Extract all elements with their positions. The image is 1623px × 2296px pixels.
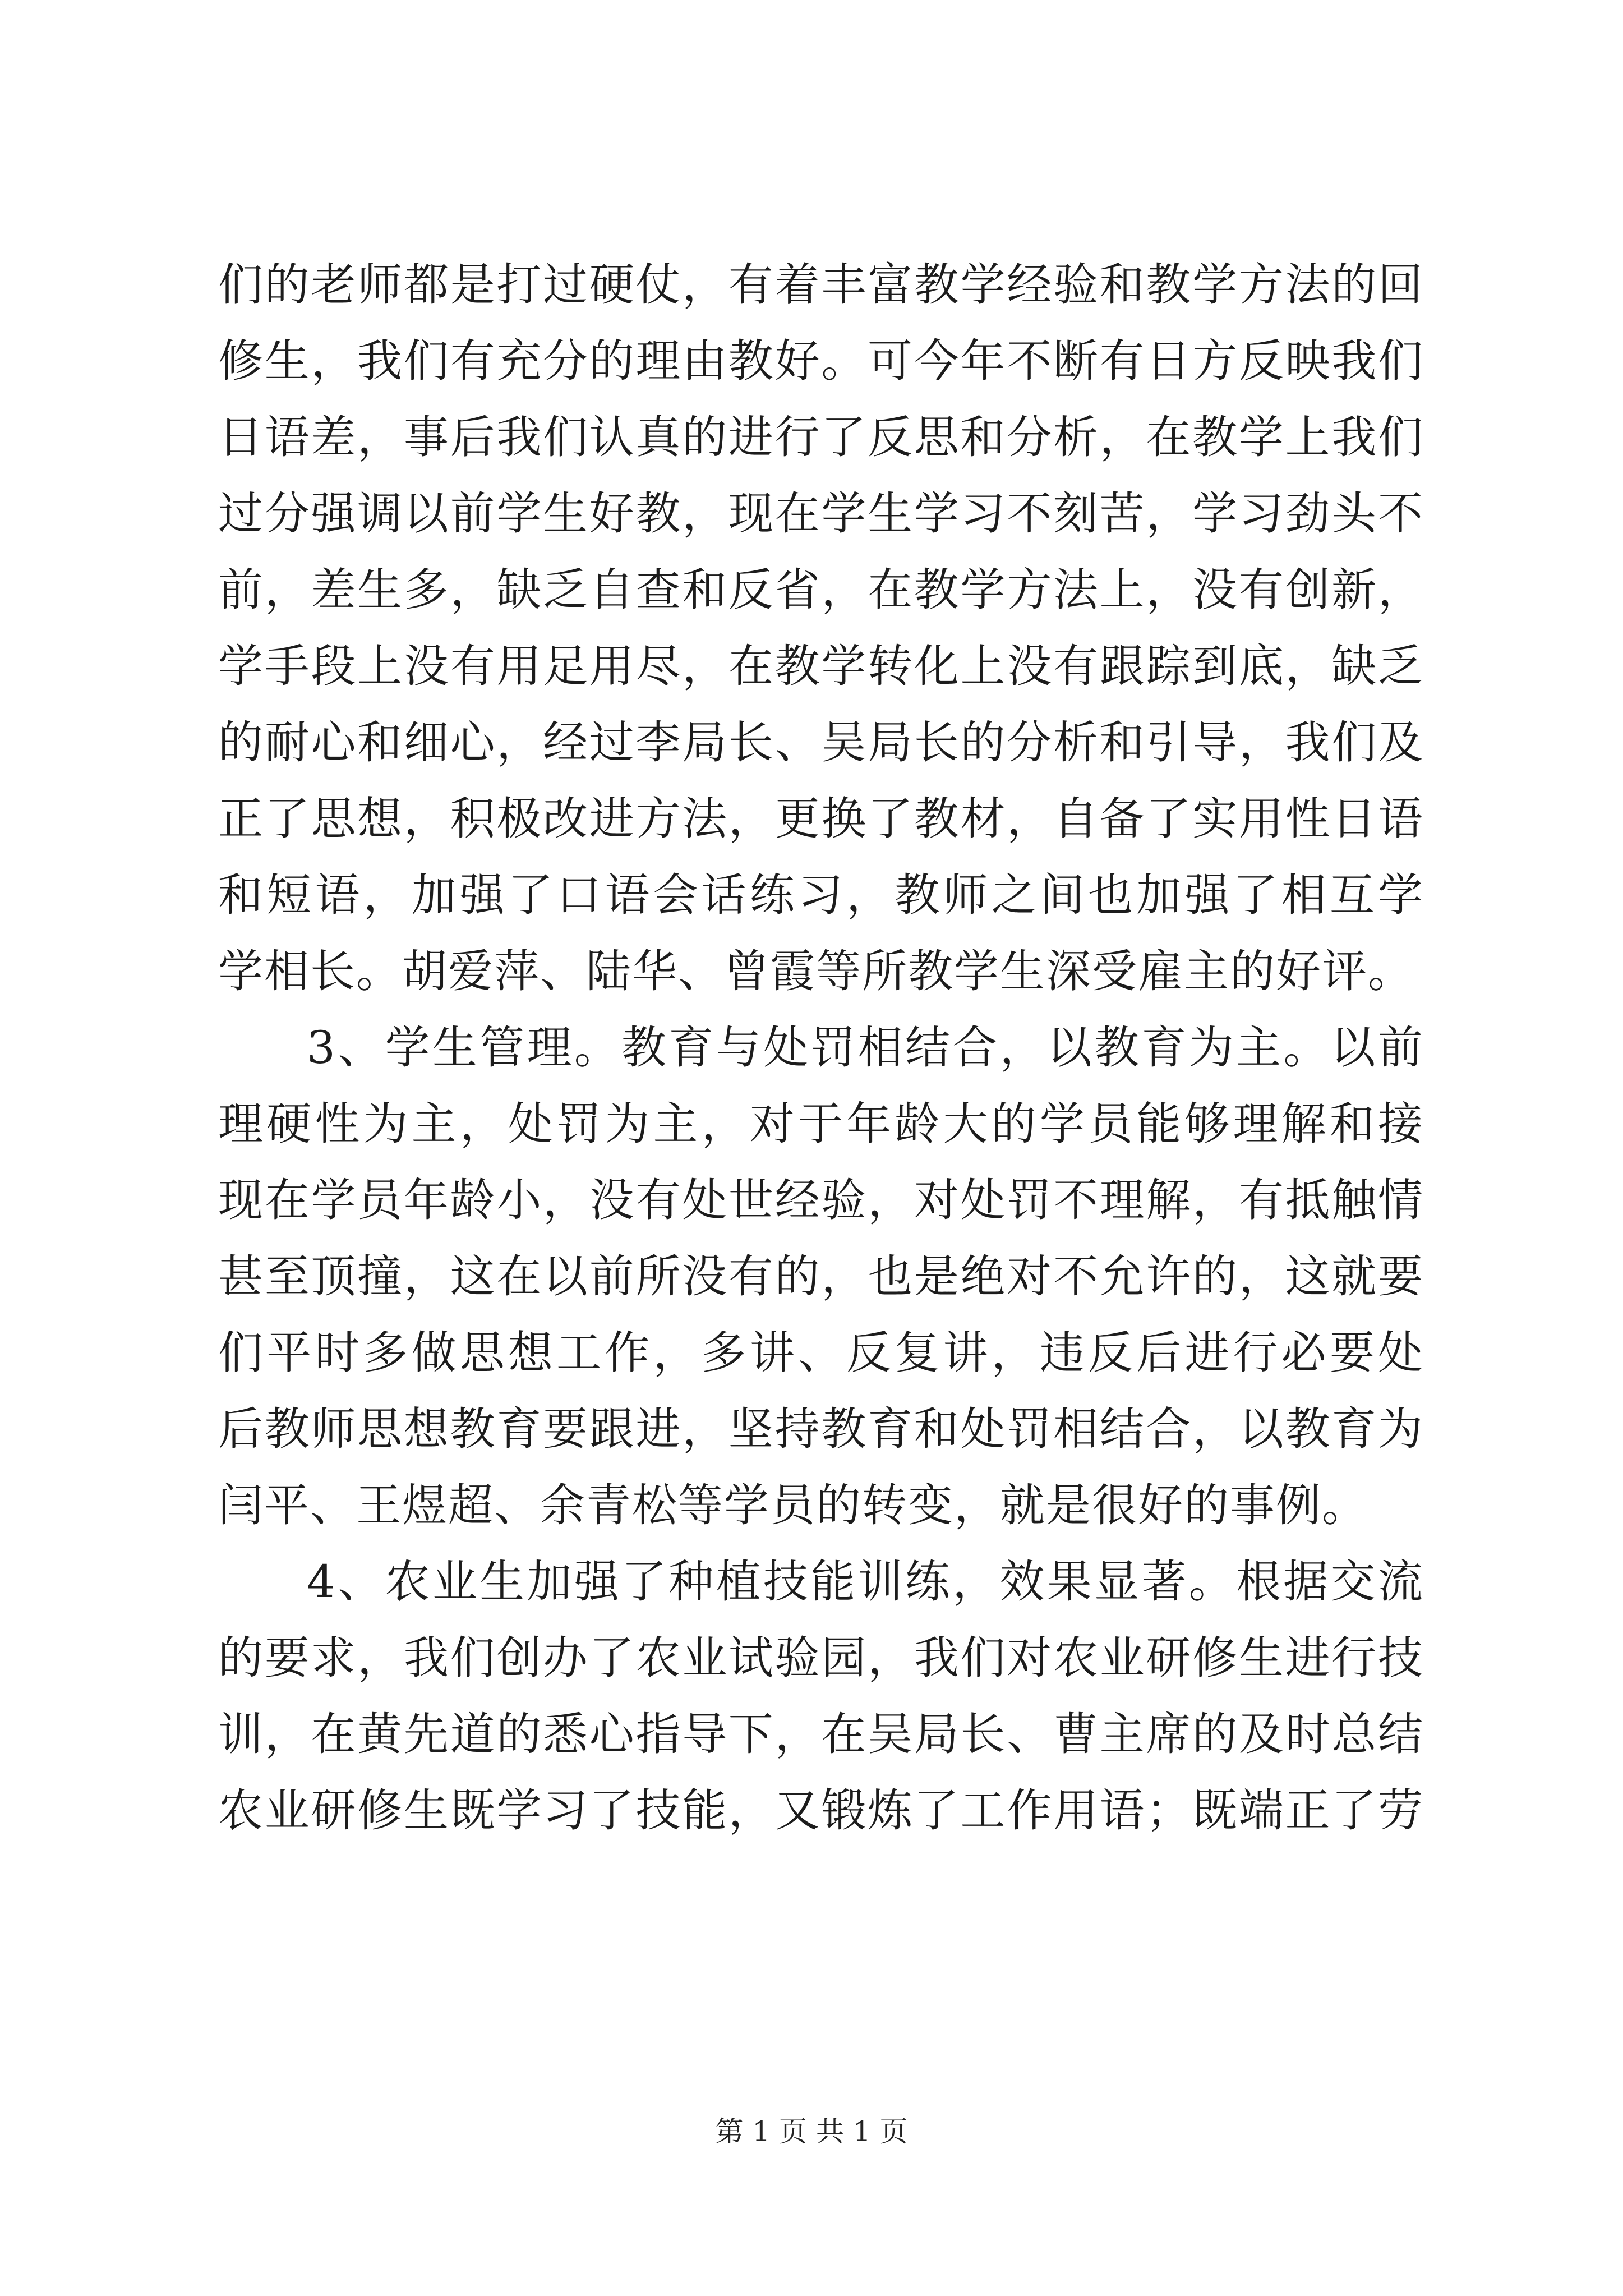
text-line: 修生，我们有充分的理由教好。可今年不断有日方反映我们 — [218, 335, 1424, 387]
text-line: 过分强调以前学生好教，现在学生学习不刻苦，学习劲头不 — [218, 487, 1424, 540]
text-line: 甚至顶撞，这在以前所没有的，也是绝对不允许的，这就要 — [218, 1250, 1424, 1303]
text-line-paragraph-end: 闫平、王煜超、余青松等学员的转变，就是很好的事例。 — [218, 1479, 1368, 1531]
document-body — [218, 247, 1424, 1849]
text-line: 学手段上没有用足用尽，在教学转化上没有跟踪到底，缺乏 — [218, 640, 1424, 692]
text-line: 们平时多做思想工作，多讲、反复讲，违反后进行必要处 — [218, 1327, 1424, 1379]
text-line-paragraph-start: 3、学生管理。教育与处罚相结合，以教育为主。以前 — [307, 1022, 1424, 1074]
page-footer — [0, 2109, 1623, 2150]
text-line: 后教师思想教育要跟进，坚持教育和处罚相结合，以教育为 — [218, 1403, 1424, 1455]
page-number-label: 第 1 页 共 1 页 — [715, 2115, 908, 2148]
text-line: 训，在黄先道的悉心指导下，在吴局长、曹主席的及时总结 — [218, 1708, 1424, 1760]
text-line: 理硬性为主，处罚为主，对于年龄大的学员能够理解和接 — [218, 1098, 1424, 1150]
text-line: 的耐心和细心，经过李局长、吴局长的分析和引导，我们及 — [218, 716, 1424, 769]
text-line-paragraph-start: 4、农业生加强了种植技能训练，效果显著。根据交流 — [307, 1556, 1424, 1608]
text-line: 前，差生多，缺乏自查和反省，在教学方法上，没有创新， — [218, 564, 1424, 616]
text-line: 的要求，我们创办了农业试验园，我们对农业研修生进行技 — [218, 1632, 1424, 1684]
text-line-paragraph-end: 学相长。胡爱萍、陆华、曾霞等所教学生深受雇主的好评。 — [218, 945, 1414, 997]
text-line: 日语差，事后我们认真的进行了反思和分析，在教学上我们 — [218, 411, 1424, 463]
text-line: 正了思想，积极改进方法，更换了教材，自备了实用性日语 — [218, 793, 1424, 845]
text-line: 农业研修生既学习了技能，又锻炼了工作用语；既端正了劳 — [218, 1784, 1424, 1837]
text-line: 和短语，加强了口语会话练习，教师之间也加强了相互学 — [218, 869, 1424, 921]
text-line: 现在学员年龄小，没有处世经验，对处罚不理解，有抵触情 — [218, 1174, 1424, 1226]
text-line: 们的老师都是打过硬仗，有着丰富教学经验和教学方法的回 — [218, 259, 1424, 311]
